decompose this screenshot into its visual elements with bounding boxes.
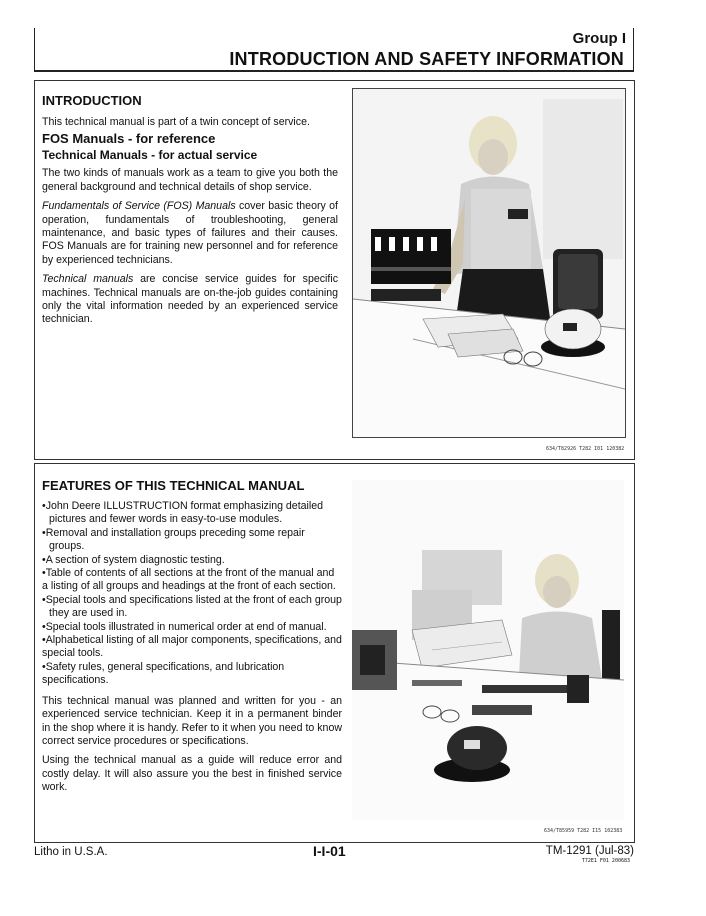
tools-photo-drawing <box>352 480 624 820</box>
tm-description: are concise service guides for specific machines. Technical manuals are on-the-job guides containing only the vital information needed by an experienced service technician. <box>42 273 338 326</box>
fos-term: Fundamentals of Service (FOS) Manuals <box>42 200 236 213</box>
group-label: Group I <box>572 30 626 47</box>
feature-bullet: •John Deere ILLUSTRUCTION format emphasizing detailed pictures and fewer words in easy-to-use modules. <box>42 500 324 526</box>
feature-bullet: •Table of contents of all sections at the front of the manual and a listing of all groups and headings at the front of each section. <box>42 567 336 593</box>
introduction-heading: INTRODUCTION <box>42 93 142 108</box>
features-paragraph-1: This technical manual was planned and written for you - an experienced service technician. Keep it in a permanent binder in the shop where it is handy. Refer to it when you need to know correct service procedures or specifications. <box>42 694 342 747</box>
introduction-paragraph-3 <box>42 273 338 327</box>
feature-bullet: •Special tools illustrated in numerical order at end of manual. <box>42 620 327 633</box>
tm-term: Technical manuals <box>42 273 134 286</box>
fos-heading: FOS Manuals - for reference <box>42 131 216 147</box>
intro-photo-caption: 634/T82926 T282 I01 120382 <box>546 446 625 452</box>
technician-with-manuals-photo <box>352 88 626 438</box>
features-bullet-list <box>42 500 342 688</box>
feature-bullet: •Alphabetical listing of all major components, specifications, and special tools. <box>42 634 342 660</box>
printed-location: Litho in U.S.A. <box>34 846 108 858</box>
header-underline <box>34 70 634 72</box>
technician-photo-drawing <box>353 89 625 437</box>
manual-code: T72E1 F01 200683 <box>581 858 630 864</box>
binder-stack <box>371 229 451 301</box>
features-heading: FEATURES OF THIS TECHNICAL MANUAL <box>42 478 305 493</box>
fos-description: cover basic theory of operation, fundamentals of troubleshooting, general maintenance, and basic types of failures and their causes. FOS Manuals are for training new personnel and for reference by experienced technicians. <box>42 200 338 266</box>
introduction-text-column <box>42 93 338 327</box>
header-right-rule <box>633 28 634 72</box>
introduction-paragraph-1: The two kinds of manuals work as a team to give you both the general background and technical details of shop service. <box>42 167 338 193</box>
page-title: INTRODUCTION AND SAFETY INFORMATION <box>229 49 624 69</box>
manual-id: TM-1291 (Jul-83) <box>545 845 634 857</box>
feature-bullet: •Special tools and specifications listed at the front of each group they are used in. <box>42 593 342 620</box>
feature-bullet: •Safety rules, general specifications, and lubrication specifications. <box>42 660 285 687</box>
features-photo-caption: 634/T85959 T282 I15 102383 <box>544 828 623 834</box>
feature-bullet: •Removal and installation groups preceding some repair groups. <box>42 526 305 553</box>
feature-bullet: •A section of system diagnostic testing. <box>42 553 225 566</box>
features-text-column <box>42 478 342 795</box>
introduction-lead: This technical manual is part of a twin concept of service. <box>42 116 310 128</box>
page-number: I-I-01 <box>313 843 346 859</box>
header-left-rule <box>34 28 35 72</box>
introduction-paragraph-2 <box>42 200 338 267</box>
tm-heading: Technical Manuals - for actual service <box>42 148 258 163</box>
features-paragraph-2: Using the technical manual as a guide will reduce error and costly delay. It will also assure you the best in finished service work. <box>42 754 342 794</box>
technician-with-tools-photo <box>352 480 624 820</box>
